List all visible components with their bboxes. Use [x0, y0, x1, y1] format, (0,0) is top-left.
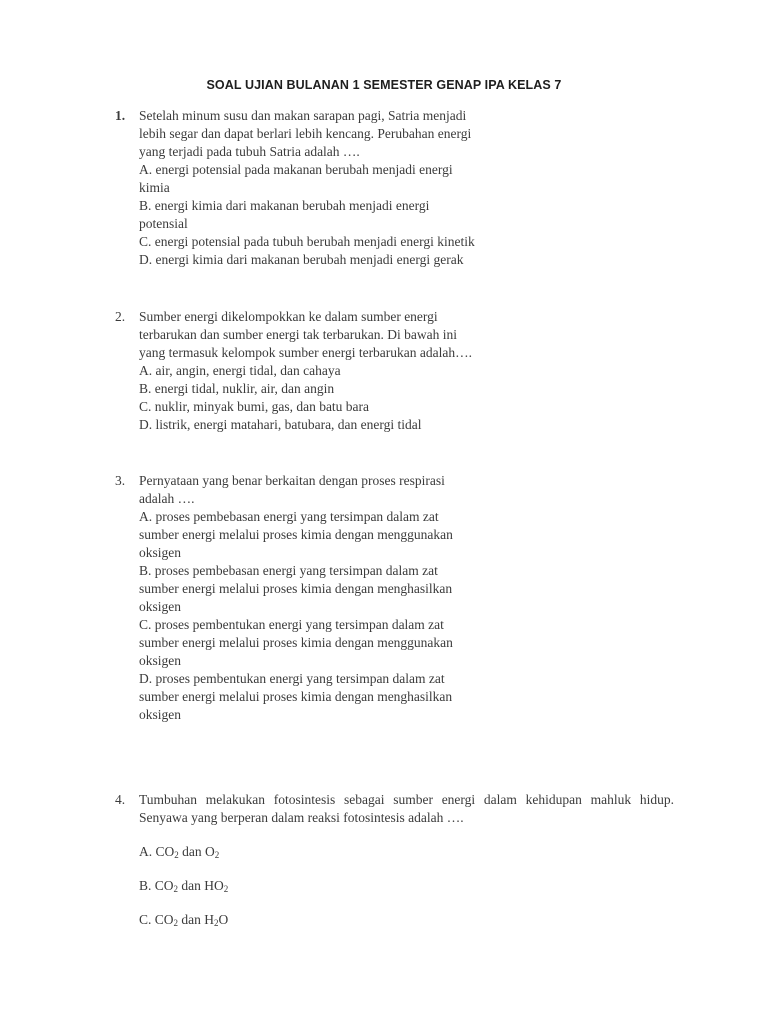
question-number: 1.	[115, 108, 126, 123]
question-number: 4.	[115, 792, 126, 807]
option-d: D. proses pembentukan energi yang tersimpan dalam zat	[139, 671, 445, 686]
option-a: A. air, angin, energi tidal, dan cahaya	[139, 363, 341, 378]
option-d: D. energi kimia dari makanan berubah menjadi energi gerak	[139, 252, 464, 267]
option-a-continued: oksigen	[139, 545, 181, 560]
question-number: 2.	[115, 309, 126, 324]
option-a: A. $CO_2$ dan $O_2$	[139, 844, 220, 860]
option-b: B. $CO_2$ dan $HO_2$	[139, 878, 229, 894]
option-c-continued: sumber energi melalui proses kimia dengan menggunakan	[139, 635, 453, 650]
question-text-line: yang terjadi pada tubuh Satria adalah ….	[139, 144, 360, 159]
question-body	[139, 791, 674, 929]
question-text-line: terbarukan dan sumber energi tak terbarukan. Di bawah ini	[139, 327, 458, 342]
option-a: A. proses pembebasan energi yang tersimpan dalam zat	[139, 509, 439, 524]
question-body	[139, 107, 475, 269]
option-b: B. energi kimia dari makanan berubah menjadi energi	[139, 198, 430, 213]
question-number: 3.	[115, 473, 126, 488]
question-text-line: Pernyataan yang benar berkaitan dengan proses respirasi	[139, 473, 445, 488]
option-c: C. energi potensial pada tubuh berubah menjadi energi kinetik	[139, 234, 475, 249]
option-a-continued: kimia	[139, 180, 170, 195]
question-text-line: adalah ….	[139, 491, 195, 506]
option-a: A. energi potensial pada makanan berubah menjadi energi	[139, 162, 453, 177]
option-c: C. proses pembentukan energi yang tersimpan dalam zat	[139, 617, 444, 632]
option-b-continued: oksigen	[139, 599, 181, 614]
question-text-line: yang termasuk kelompok sumber energi terbarukan adalah….	[139, 345, 473, 360]
option-b: B. proses pembebasan energi yang tersimpan dalam zat	[139, 563, 438, 578]
question-text-line: Setelah minum susu dan makan sarapan pagi, Satria menjadi	[139, 108, 467, 123]
option-c-continued: oksigen	[139, 653, 181, 668]
question-text-line: Sumber energi dikelompokkan ke dalam sumber energi	[139, 309, 438, 324]
document-title: SOAL UJIAN BULANAN 1 SEMESTER GENAP IPA KELAS 7	[206, 78, 562, 92]
question-body	[139, 308, 472, 434]
option-c: C. nuklir, minyak bumi, gas, dan batu bara	[139, 399, 370, 414]
option-b-continued: sumber energi melalui proses kimia dengan menghasilkan	[139, 581, 453, 596]
option-d-continued: sumber energi melalui proses kimia dengan menghasilkan	[139, 689, 453, 704]
option-b-continued: potensial	[139, 216, 188, 231]
question-body	[139, 472, 453, 724]
question-stem: Tumbuhan melakukan fotosintesis sebagai sumber energi dalam kehidupan mahluk hidup. Senyawa yang berperan dalam reaksi fotosintesis adalah ….	[139, 792, 674, 825]
option-d-continued: oksigen	[139, 707, 181, 722]
option-a-continued: sumber energi melalui proses kimia dengan menggunakan	[139, 527, 453, 542]
option-b: B. energi tidal, nuklir, air, dan angin	[139, 381, 335, 396]
option-d: D. listrik, energi matahari, batubara, dan energi tidal	[139, 417, 422, 432]
question-text-line: lebih segar dan dapat berlari lebih kencang. Perubahan energi	[139, 126, 472, 141]
option-c: C. $CO_2$ dan $H_2O$	[139, 912, 229, 928]
